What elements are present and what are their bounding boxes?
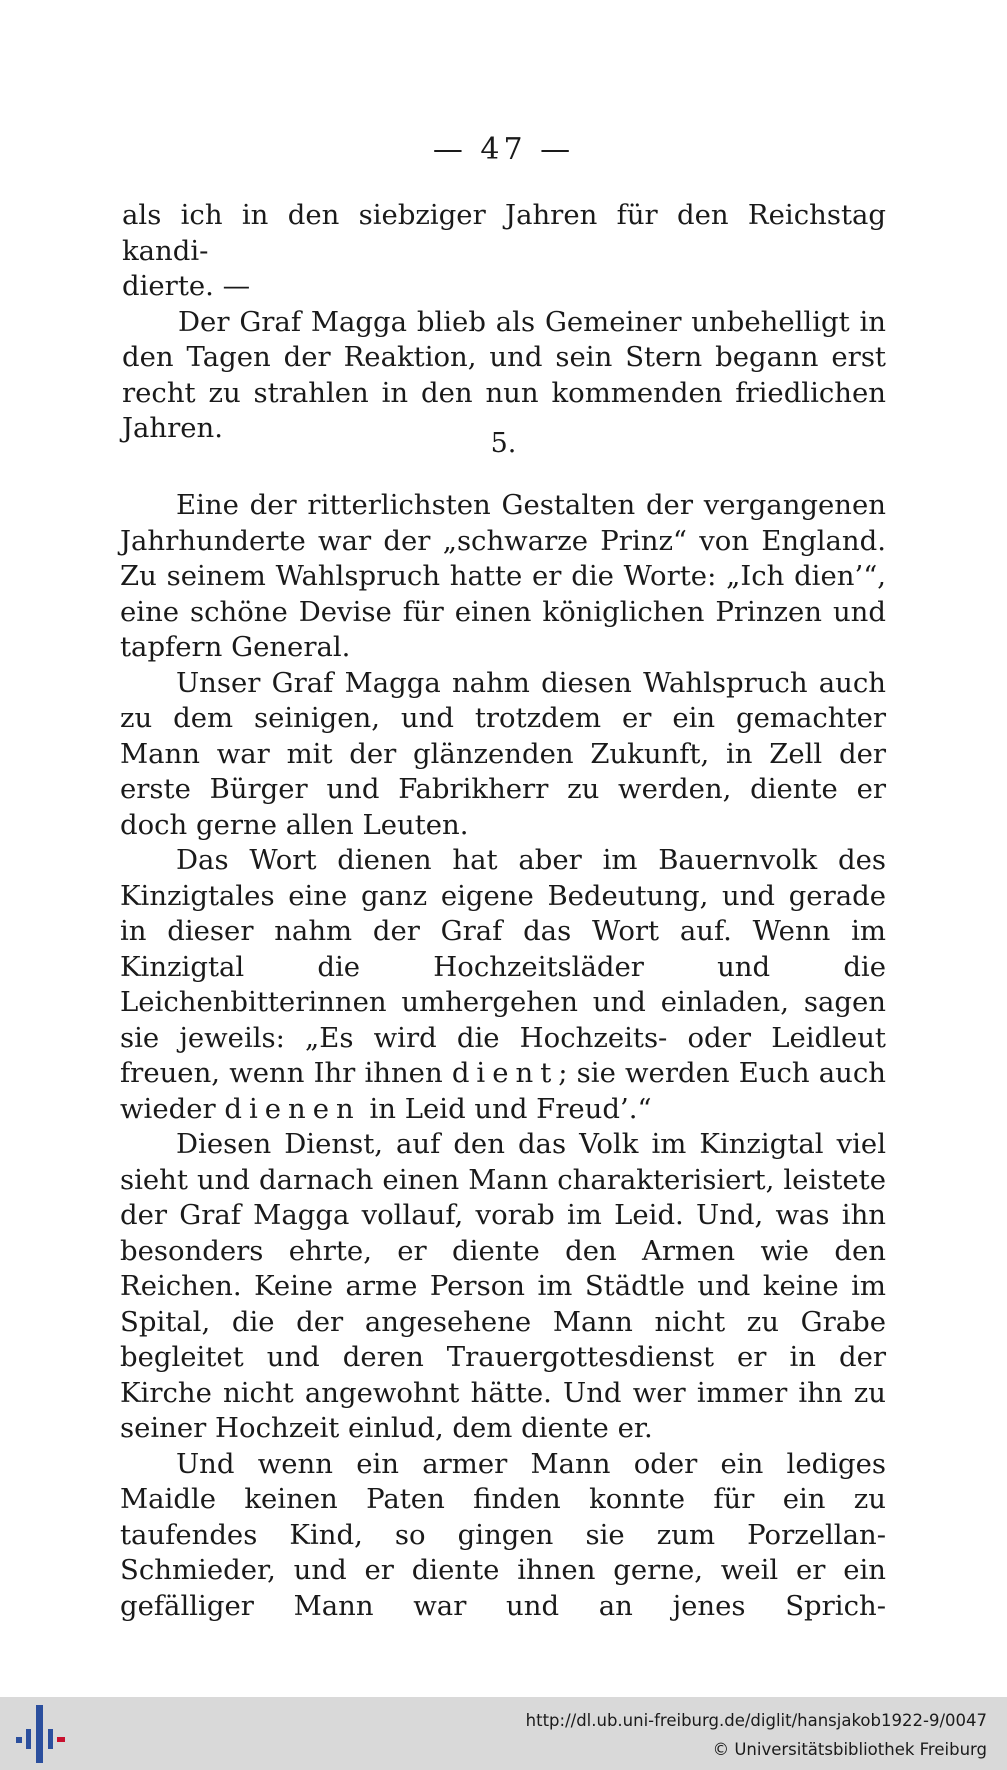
source-url-link[interactable]: http://dl.ub.uni-freiburg.de/diglit/hansjakob1922-9/0047 [525,1711,987,1730]
section-number: 5. [490,428,517,459]
paragraph-text: in Leid und Freud’.“ [360,1092,652,1125]
paragraph: Unser Graf Magga nahm diesen Wahlspruch auch zu dem seinigen, und trotzdem er ein gemachter Mann war mit der glänzenden Zukunft, in Zell der erste Bürger und Fabrikherr zu werden, diente er doch gerne allen Leuten. [120,666,886,841]
paragraph-text: ; sie werden Euch auch wieder [120,1057,886,1125]
footer-bar [0,1697,1007,1770]
paragraph: Und wenn ein armer Mann oder ein lediges Maidle keinen Paten finden konnte für ein zu taufendes Kind, so gingen sie zum Porzellan-Schmieder, und er diente ihnen gerne, weil er ein gefälliger Mann war und an jenes Sprich- [120,1447,886,1622]
continuation-line: als ich in den siebziger Jahren für den Reichstag kandi- [122,199,886,267]
continuation-line-end: dierte. — [122,270,251,302]
text-block-main [120,488,886,1624]
copyright-notice: © Universitätsbibliothek Freiburg [712,1740,987,1759]
paragraph: Der Graf Magga blieb als Gemeiner unbehelligt in den Tagen der Reaktion, und sein Stern begann erst recht zu strahlen in den nun kommenden friedlichen Jahren. [122,305,886,444]
paragraph: Diesen Dienst, auf den das Volk im Kinzigtal viel sieht und darnach einen Mann charakterisiert, leistete der Graf Magga vollauf, vorab im Leid. Und, was ihn besonders ehrte, er diente den Armen wie den Reichen. Keine arme Person im Städtle und keine im Spital, die der angesehene Mann nicht zu Grabe begleitet und deren Trauergottesdienst er in der Kirche nicht angewohnt hätte. Und wer immer ihn zu seiner Hochzeit einlud, dem diente er. [120,1128,886,1444]
emphasized-word: dient [451,1057,559,1089]
paragraph [120,843,886,1127]
text-block-top [122,198,886,447]
page-number: — 47 — [432,132,575,167]
ub-freiburg-logo-icon[interactable] [14,1705,68,1763]
paragraph-text: Das Wort dienen hat aber im Bauernvolk des Kinzigtales eine ganz eigene Bedeutung, und gerade in dieser nahm der Graf das Wort auf. Wenn im Kinzigtal die Hochzeitsläder und die Leichenbitterinnen umhergehen und einladen, sagen sie jeweils: „Es wird die Hochzeits- oder Leidleut freuen, wenn Ihr ihnen [120,844,886,1089]
emphasized-word: dienen [224,1092,361,1125]
paragraph: Eine der ritterlichsten Gestalten der vergangenen Jahrhunderte war der „schwarze Prinz“ von England. Zu seinem Wahlspruch hatte er die Worte: „Ich dien’“, eine schöne Devise für einen königlichen Prinzen und tapfern General. [120,489,886,663]
